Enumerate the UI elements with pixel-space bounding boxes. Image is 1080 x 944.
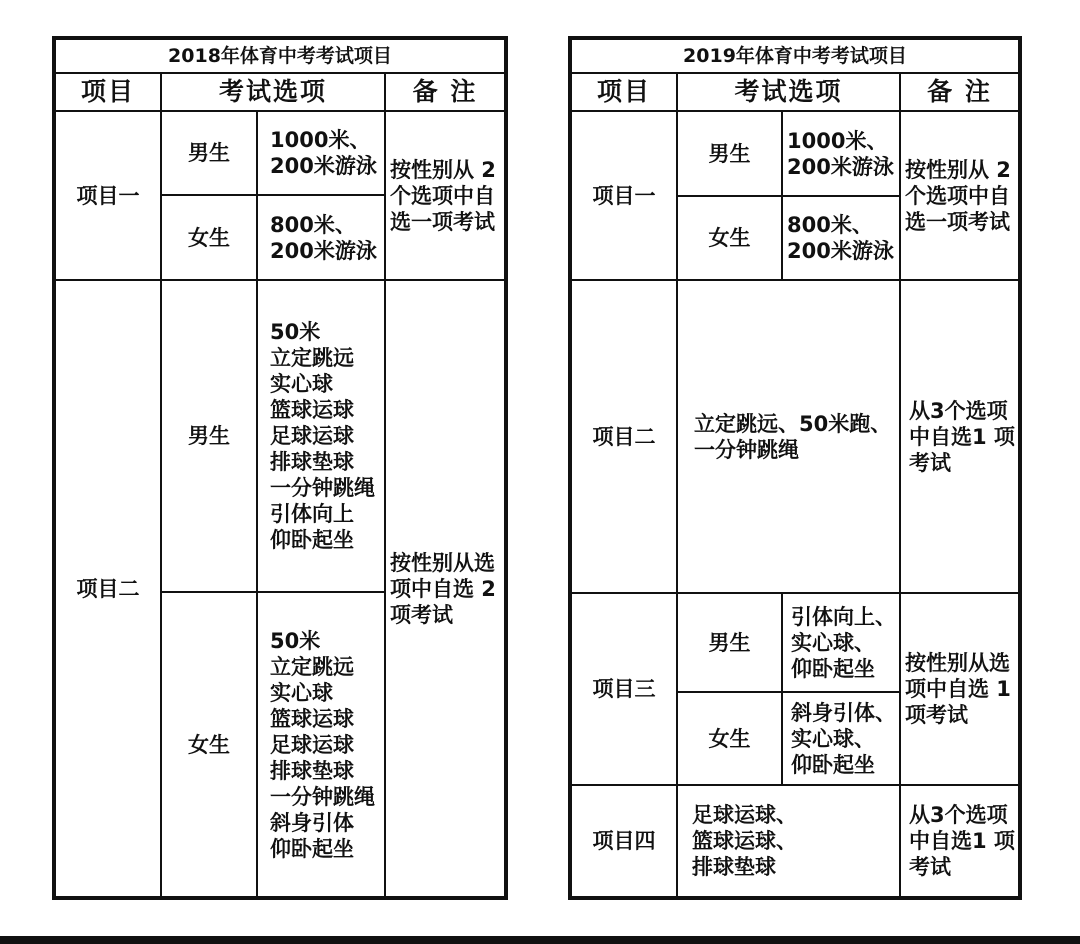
gender-female: 女生 [676, 195, 783, 281]
gender-male: 男生 [676, 110, 783, 197]
table-title: 2019年体育中考考试项目 [570, 38, 1020, 74]
female-options: 800米、 200米游泳 [781, 195, 901, 281]
table-title: 2018年体育中考考试项目 [54, 38, 506, 74]
gender-male: 男生 [160, 110, 258, 196]
item-4-note: 从3个选项 中自选1 项 考试 [899, 784, 1020, 898]
item-2-label: 项目二 [54, 279, 162, 898]
item-1-label: 项目一 [54, 110, 162, 281]
gender-male: 男生 [676, 592, 783, 693]
header-item: 项目 [54, 72, 162, 112]
item-3-label: 项目三 [570, 592, 678, 786]
item-4-label: 项目四 [570, 784, 678, 898]
header-notes: 备 注 [899, 72, 1020, 112]
gender-female: 女生 [676, 691, 783, 786]
female-options: 800米、 200米游泳 [256, 194, 386, 281]
male-options: 50米 立定跳远 实心球 篮球运球 足球运球 排球垫球 一分钟跳绳 引体向上 仰卧起坐 [256, 279, 386, 593]
header-item: 项目 [570, 72, 678, 112]
male-options: 引体向上、 实心球、 仰卧起坐 [781, 592, 901, 693]
male-options: 1000米、 200米游泳 [256, 110, 386, 196]
item-2-label: 项目二 [570, 279, 678, 594]
gender-female: 女生 [160, 194, 258, 281]
header-options: 考试选项 [160, 72, 386, 112]
item-1-label: 项目一 [570, 110, 678, 281]
item-2-note: 从3个选项 中自选1 项 考试 [899, 279, 1020, 594]
header-options: 考试选项 [676, 72, 901, 112]
female-options: 50米 立定跳远 实心球 篮球运球 足球运球 排球垫球 一分钟跳绳 斜身引体 仰卧起坐 [256, 591, 386, 898]
item-1-note: 按性别从 2 个选项中自 选一项考试 [384, 110, 506, 281]
gender-male: 男生 [160, 279, 258, 593]
item-3-note: 按性别从选 项中自选 1 项考试 [899, 592, 1020, 786]
bottom-bar [0, 936, 1080, 944]
header-notes: 备 注 [384, 72, 506, 112]
item-2-options: 立定跳远、50米跑、 一分钟跳绳 [676, 279, 901, 594]
item-1-note: 按性别从 2 个选项中自 选一项考试 [899, 110, 1020, 281]
item-2-note: 按性别从选 项中自选 2 项考试 [384, 279, 506, 898]
gender-female: 女生 [160, 591, 258, 898]
item-4-options: 足球运球、 篮球运球、 排球垫球 [676, 784, 901, 898]
female-options: 斜身引体、 实心球、 仰卧起坐 [781, 691, 901, 786]
male-options: 1000米、 200米游泳 [781, 110, 901, 197]
